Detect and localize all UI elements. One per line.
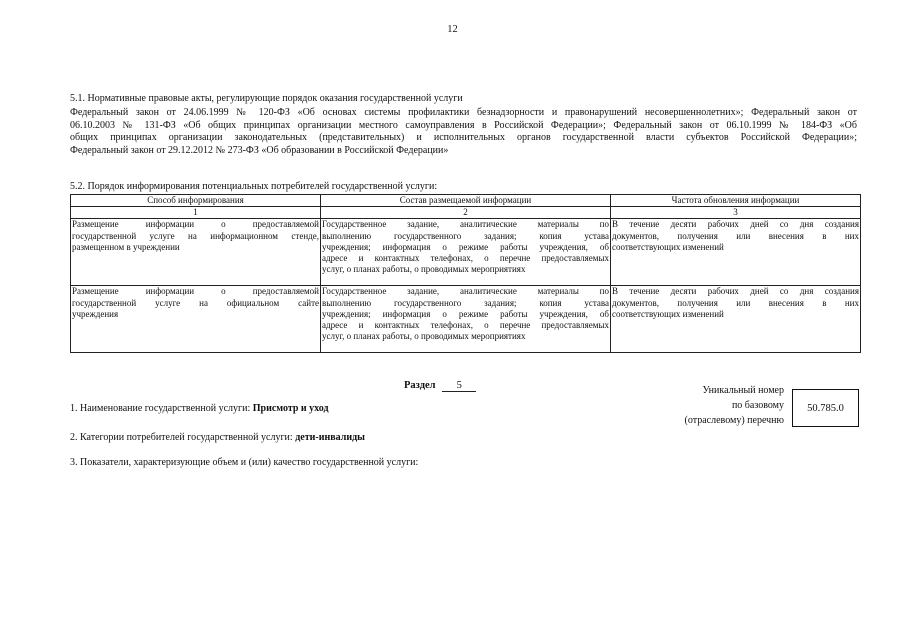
table-row <box>71 219 861 286</box>
laws-line: Федеральный закон от 24.06.1999 № 120-ФЗ «Об основах системы профилактики безнадзорности и правонарушений несовершеннолетних»; Федеральный закон от <box>70 107 857 118</box>
cell-line: учреждения; информация о режиме работы учреждения, об <box>322 308 609 319</box>
unique-number-label-line: (отраслевому) перечню <box>684 415 784 426</box>
laws-line: 06.10.2003 № 131-ФЗ «Об общих принципах организации местного самоуправления в Российской Федерации»; Федеральный закон от 06.10.1999 № 184-ФЗ «Об <box>70 119 857 131</box>
cell-line: учреждения <box>72 308 119 319</box>
method-cell <box>71 219 321 286</box>
cell-line: услуг, о планах работы, о проводимых мероприятиях <box>322 264 526 275</box>
cell-line: выполнению государственного задания; копия устава <box>322 230 609 241</box>
cell-line: соответствующих изменений <box>612 308 724 319</box>
cell-line: документов, получения или внесения в них <box>612 230 859 241</box>
unique-number-label-line: по базовому <box>731 400 784 411</box>
table-number-row <box>71 207 861 219</box>
section-5-2-heading: 5.2. Порядок информирования потенциальных потребителей государственной услуги: <box>70 181 438 192</box>
cell-line: Размещение информации о предоставляемой <box>72 286 319 297</box>
service-category-label: 2. Категории потребителей государственной услуги: <box>70 432 293 443</box>
cell-line: В течение десяти рабочих дней со дня создания <box>612 286 859 297</box>
frequency-cell <box>611 219 861 286</box>
cell-line: учреждения; информация о режиме работы учреждения, об <box>322 241 609 252</box>
content-cell <box>321 219 611 286</box>
column-header-method: Способ информирования <box>71 195 321 207</box>
service-category-value: дети-инвалиды <box>295 432 365 443</box>
service-category-line <box>70 432 365 443</box>
laws-line: общих принципах организации законодательных (представительных) и исполнительных органов государственной власти субъектов Российской Федерации»; <box>70 132 857 144</box>
service-name-value: Присмотр и уход <box>252 403 329 414</box>
section-5-1-heading: 5.1. Нормативные правовые акты, регулирующие порядок оказания государственной услуги <box>70 93 463 104</box>
unique-number-label-line: Уникальный номер <box>702 385 784 396</box>
cell-line: выполнению государственного задания; копия устава <box>322 297 609 308</box>
column-header-frequency: Частота обновления информации <box>611 195 861 207</box>
column-number: 2 <box>321 207 611 219</box>
information-procedure-table <box>70 194 861 353</box>
service-name-label: 1. Наименование государственной услуги: <box>70 403 251 414</box>
cell-line: Размещение информации о предоставляемой <box>72 219 319 230</box>
method-cell <box>71 286 321 353</box>
laws-paragraph <box>70 107 857 157</box>
column-number: 1 <box>71 207 321 219</box>
service-name-line <box>70 403 329 414</box>
column-header-content: Состав размещаемой информации <box>321 195 611 207</box>
cell-line: Государственное задание, аналитические материалы по <box>322 286 609 297</box>
service-indicators-line: 3. Показатели, характеризующие объем и (или) качество государственной услуги: <box>70 457 419 468</box>
cell-line: размещенном в учреждении <box>72 241 180 252</box>
cell-line: государственной услуге на информационном стенде, <box>72 230 319 241</box>
column-number: 3 <box>611 207 861 219</box>
section-number: 5 <box>442 380 476 392</box>
unique-number-box: 50.785.0 <box>792 389 859 427</box>
unique-number-label <box>650 383 784 428</box>
content-cell <box>321 286 611 353</box>
cell-line: В течение десяти рабочих дней со дня создания <box>612 219 859 230</box>
cell-line: Государственное задание, аналитические материалы по <box>322 219 609 230</box>
cell-line: услуг, о планах работы, о проводимых мероприятиях <box>322 331 526 342</box>
cell-line: адресе и контактных телефонах, о перечне предоставляемых <box>322 320 609 331</box>
section-title <box>404 380 476 392</box>
page-number: 12 <box>447 24 458 35</box>
laws-line: Федеральный закон от 29.12.2012 № 273-ФЗ «Об образовании в Российской Федерации» <box>70 144 449 156</box>
cell-line: адресе и контактных телефонах, о перечне предоставляемых <box>322 253 609 264</box>
table-row <box>71 286 861 353</box>
cell-line: государственной услуге на официальном сайте <box>72 297 319 308</box>
cell-line: соответствующих изменений <box>612 241 724 252</box>
section-label: Раздел <box>404 380 436 391</box>
cell-line: документов, получения или внесения в них <box>612 297 859 308</box>
table-header-row <box>71 195 861 207</box>
frequency-cell <box>611 286 861 353</box>
